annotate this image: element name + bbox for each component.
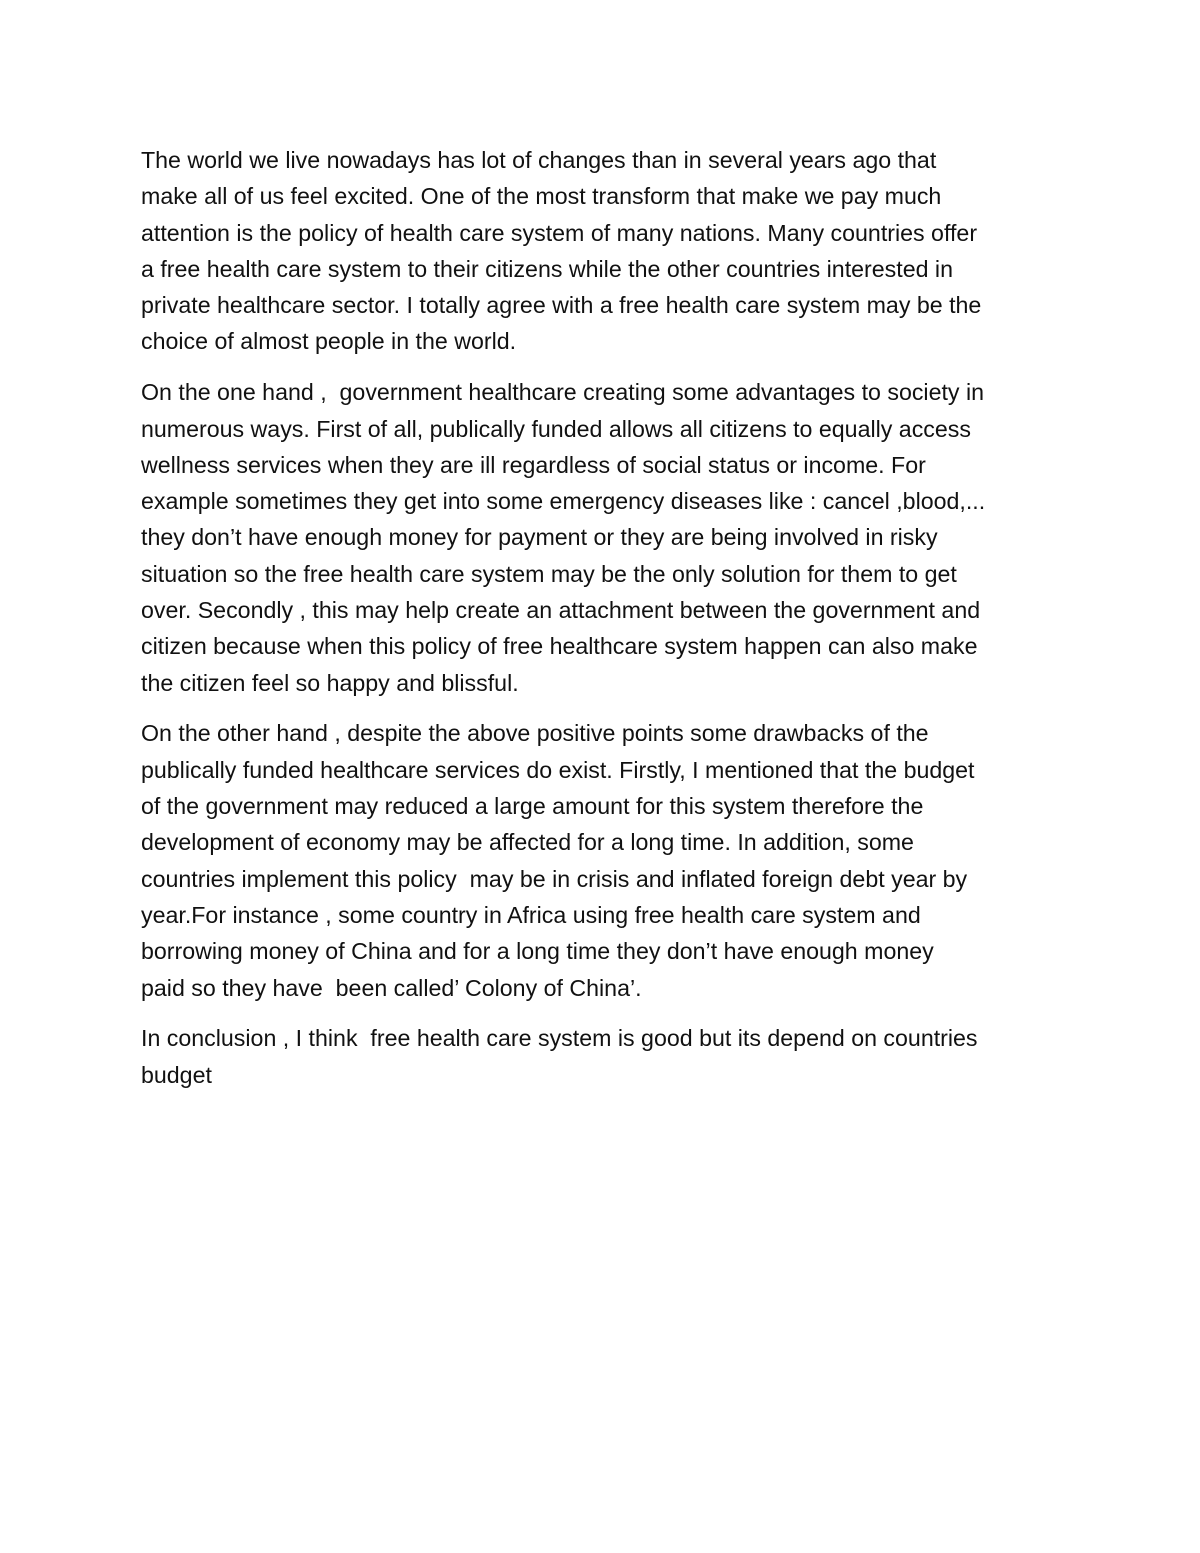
- document-body: [141, 142, 1066, 1107]
- text-line: countries implement this policy may be in crisis and inflated foreign debt year by: [141, 865, 968, 892]
- text-line: publically funded healthcare services do exist. Firstly, I mentioned that the budget: [141, 756, 975, 783]
- text-line: The world we live nowadays has lot of changes than in several years ago that: [141, 147, 937, 173]
- text-line: over. Secondly , this may help create an attachment between the government and: [141, 597, 981, 624]
- text-line: attention is the policy of health care system of many nations. Many countries offer: [141, 219, 978, 246]
- text-line: In conclusion , I think free health care system is good but its depend on countries: [141, 1025, 978, 1052]
- text-line: the citizen feel so happy and blissful.: [141, 669, 519, 696]
- paragraph-introduction: [141, 142, 1066, 360]
- text-line: development of economy may be affected for a long time. In addition, some: [141, 829, 914, 856]
- text-line: a free health care system to their citizens while the other countries interested in: [141, 255, 953, 282]
- text-line: of the government may reduced a large amount for this system therefore the: [141, 793, 924, 820]
- text-line: they don’t have enough money for payment or they are being involved in risky: [141, 524, 938, 551]
- paragraph-drawbacks: [141, 715, 1066, 1005]
- text-line: On the one hand , government healthcare creating some advantages to society in: [141, 379, 985, 406]
- text-line: paid so they have been called’ Colony of China’.: [141, 974, 642, 1001]
- text-line: On the other hand , despite the above positive points some drawbacks of the: [141, 720, 929, 747]
- paragraph-conclusion: [141, 1020, 1066, 1093]
- text-line: example sometimes they get into some emergency diseases like : cancel ,blood,...: [141, 488, 986, 515]
- text-line: borrowing money of China and for a long time they don’t have enough money: [141, 938, 934, 965]
- text-line: choice of almost people in the world.: [141, 328, 517, 355]
- text-line: year.For instance , some country in Africa using free health care system and: [141, 901, 921, 928]
- text-line: numerous ways. First of all, publically funded allows all citizens to equally access: [141, 415, 971, 442]
- text-line: private healthcare sector. I totally agree with a free health care system may be the: [141, 292, 982, 319]
- text-line: budget: [141, 1061, 212, 1088]
- text-line: wellness services when they are ill regardless of social status or income. For: [141, 451, 926, 478]
- text-line: make all of us feel excited. One of the most transform that make we pay much: [141, 183, 942, 210]
- text-line: situation so the free health care system may be the only solution for them to get: [141, 560, 957, 587]
- paragraph-advantages: [141, 374, 1066, 701]
- text-line: citizen because when this policy of free healthcare system happen can also make: [141, 633, 978, 660]
